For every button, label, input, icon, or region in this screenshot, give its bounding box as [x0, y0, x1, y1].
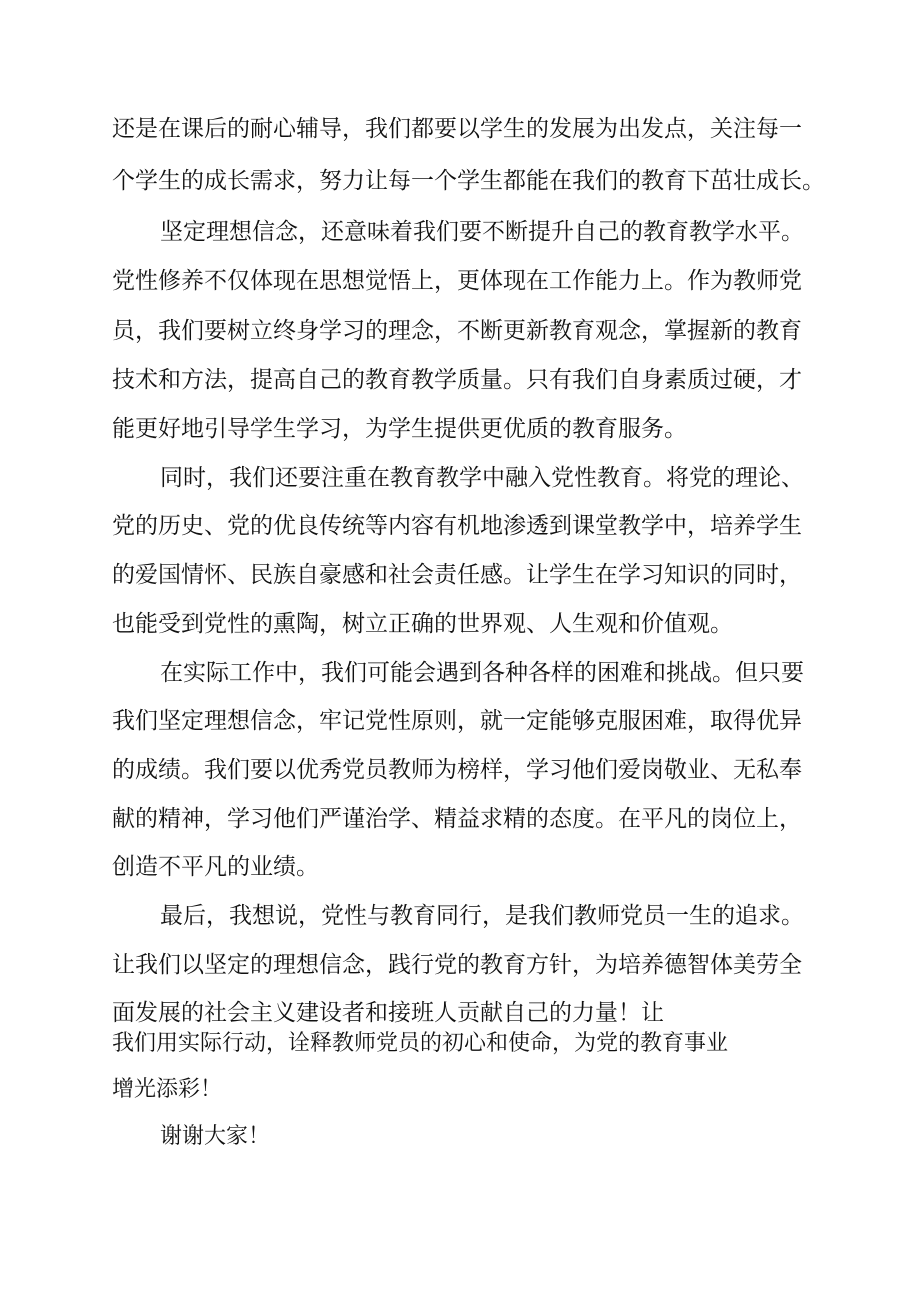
text-line: 的爱国情怀、民族自豪感和社会责任感。让学生在学习知识的同时， [112, 562, 802, 588]
text-line: 的成绩。我们要以优秀党员教师为榜样，学习他们爱岗敬业、无私奉 [112, 757, 802, 783]
text-line: 党性修养不仅体现在思想觉悟上，更体现在工作能力上。作为教师党 [112, 268, 802, 294]
text-line: 我们坚定理想信念，牢记党性原则，就一定能够克服困难，取得优异 [112, 708, 802, 734]
text-line: 最后，我想说，党性与教育同行，是我们教师党员一生的追求。 [160, 903, 804, 929]
text-line: 让我们以坚定的理想信念，践行党的教育方针，为培养德智体美劳全 [112, 952, 802, 978]
closing-line: 谢谢大家！ [160, 1124, 271, 1149]
text-line: 党的历史、党的优良传统等内容有机地渗透到课堂教学中，培养学生 [112, 513, 802, 539]
text-line: 个学生的成长需求，努力让每一个学生都能在我们的教育下茁壮成长。 [112, 168, 825, 194]
text-line: 也能受到党性的熏陶，树立正确的世界观、人生观和价值观。 [112, 611, 733, 637]
text-line: 我们用实际行动，诠释教师党员的初心和使命，为党的教育事业 [112, 1031, 729, 1056]
text-line: 增光添彩！ [112, 1077, 223, 1102]
text-line: 献的精神，学习他们严谨治学、精益求精的态度。在平凡的岗位上， [112, 806, 802, 832]
text-line: 员，我们要树立终身学习的理念，不断更新教育观念，掌握新的教育 [112, 318, 802, 344]
text-line: 还是在课后的耐心辅导，我们都要以学生的发展为出发点，关注每一 [112, 116, 802, 142]
text-line: 能更好地引导学生学习，为学生提供更优质的教育服务。 [112, 416, 687, 442]
text-line: 坚定理想信念，还意味着我们要不断提升自己的教育教学水平。 [160, 219, 804, 245]
text-line: 技术和方法，提高自己的教育教学质量。只有我们自身素质过硬，才 [112, 367, 802, 393]
text-line: 同时，我们还要注重在教育教学中融入党性教育。将党的理论、 [160, 465, 804, 491]
text-line: 创造不平凡的业绩。 [112, 854, 319, 880]
text-line: 在实际工作中，我们可能会遇到各种各样的困难和挑战。但只要 [160, 660, 804, 686]
text-line: 面发展的社会主义建设者和接班人贡献自己的力量！让 [112, 1000, 664, 1026]
